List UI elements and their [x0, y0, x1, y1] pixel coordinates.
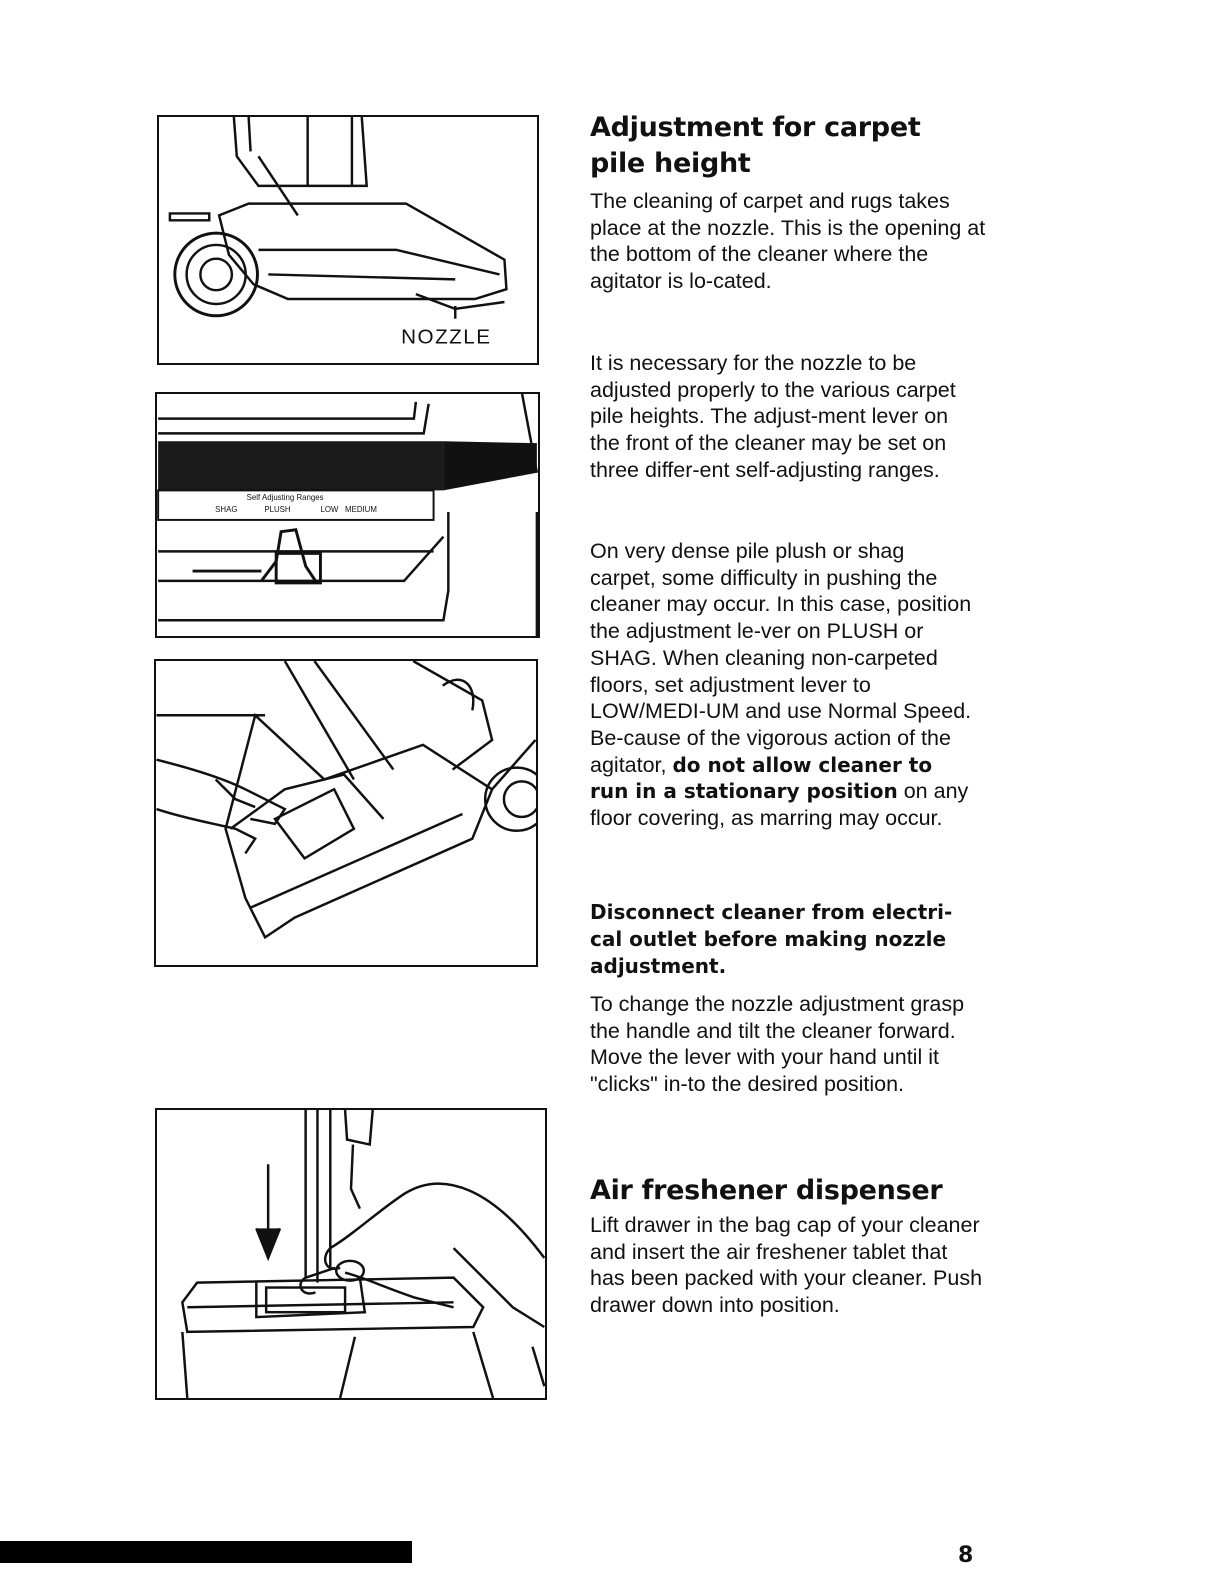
drawer-insertion-drawing — [157, 1110, 545, 1398]
section-heading-carpet — [590, 110, 990, 182]
range-panel-drawing — [157, 394, 538, 636]
paragraph-adjust-properly: It is necessary for the nozzle to be adjusted properly to the various carpet pile heights. The adjust-ment lever on the front of the cleaner may be set on three differ-ent self-adjusting ranges. — [590, 351, 956, 482]
vacuum-side-view-drawing — [159, 117, 537, 363]
setting-medium: MEDIUM — [345, 505, 377, 515]
adjustment-lever-illustration — [155, 392, 540, 638]
heading-line-1: Adjustment for carpet — [590, 112, 921, 143]
setting-plush: PLUSH — [264, 505, 291, 515]
heading-line-2: pile height — [590, 148, 751, 179]
dense-pile-text-start: On very dense pile plush or shag carpet, some difficulty in pushing the cleaner may occur. In this case, position the adjustment le-ver on PLUSH or SHAG. When cleaning non-carpeted floors, set adjustment lever to LOW/MEDI-UM and use Normal Speed. Be-cause of the vigorous action of the agitator, — [590, 539, 972, 777]
paragraph-air-freshener: Lift drawer in the bag cap of your cleaner and insert the air freshener tablet that has been packed with your cleaner. Push drawer down into position. — [590, 1213, 983, 1318]
paragraph-change-adjustment: To change the nozzle adjustment grasp the handle and tilt the cleaner forward. Move the lever with your hand until it "clicks" in-to the desired position. — [590, 992, 965, 1097]
tilt-cleaner-illustration — [154, 659, 538, 967]
section-heading-air-freshener: Air freshener dispenser — [590, 1175, 943, 1206]
setting-low: LOW — [320, 505, 339, 515]
bottom-edge-bar — [0, 1541, 412, 1563]
stationary-warning-bold: do not allow cleaner to run in a stationary position — [590, 752, 933, 804]
paragraph-nozzle-intro: The cleaning of carpet and rugs takes place at the nozzle. This is the opening at the bottom of the cleaner where the agitator is lo-cated. — [590, 189, 986, 294]
section-carpet-pile-height — [590, 110, 990, 182]
range-panel-title: Self Adjusting Ranges — [246, 493, 324, 503]
setting-shag: SHAG — [215, 505, 238, 515]
paragraph-dense-pile — [590, 538, 975, 832]
page-number: 8 — [958, 1543, 974, 1568]
hand-adjusting-lever-drawing — [156, 661, 536, 965]
air-freshener-illustration — [155, 1108, 547, 1400]
dense-pile-text-end: on any floor covering, as marring may occur. — [590, 779, 969, 831]
disconnect-warning: Disconnect cleaner from electri-cal outlet before making nozzle adjustment. — [590, 900, 953, 978]
nozzle-label: NOZZLE — [401, 325, 492, 349]
nozzle-illustration — [157, 115, 539, 365]
